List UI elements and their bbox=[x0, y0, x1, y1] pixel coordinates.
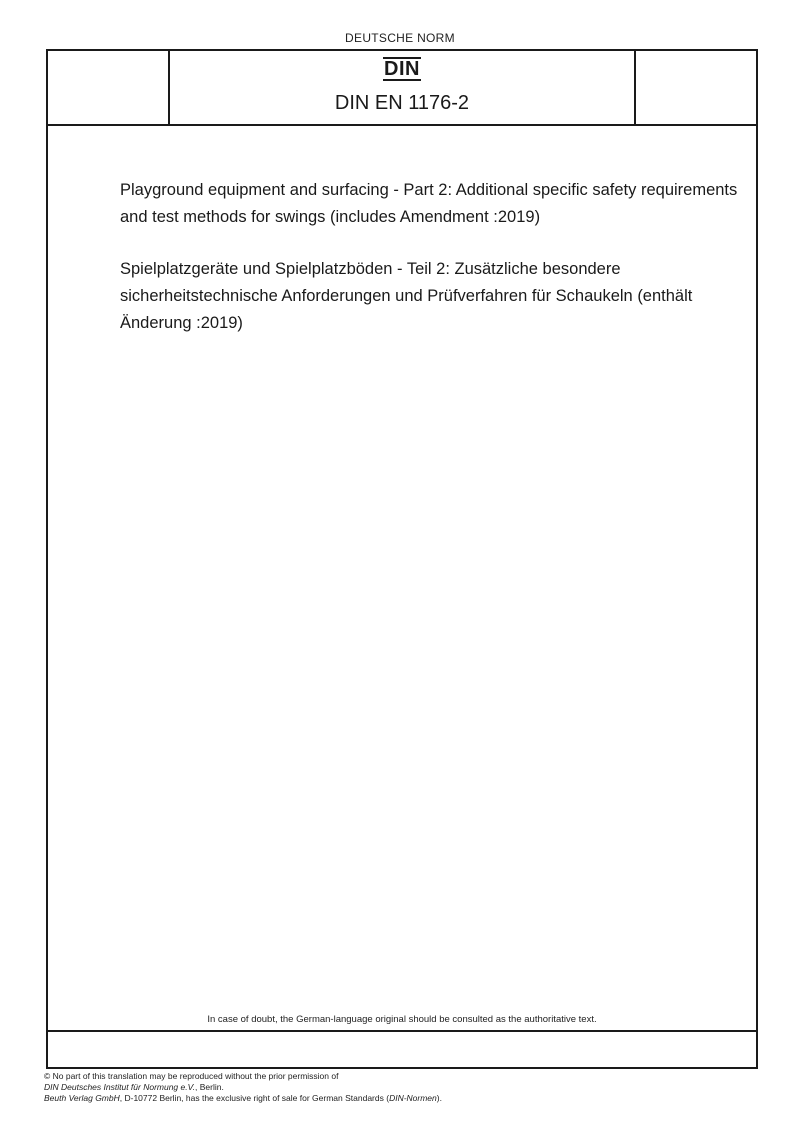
copyright-line-3-end: ). bbox=[436, 1093, 442, 1103]
copyright-line-1: © No part of this translation may be reproduced without the prior permission of bbox=[44, 1071, 339, 1081]
publisher-name: Beuth Verlag GmbH bbox=[44, 1093, 120, 1103]
authoritative-text-note: In case of doubt, the German-language original should be consulted as the authoritative text. bbox=[207, 1014, 597, 1025]
copyright-notice bbox=[44, 1071, 764, 1104]
institute-name: DIN Deutsches Institut für Normung e.V. bbox=[44, 1082, 196, 1092]
header-left-cell bbox=[48, 51, 170, 124]
copyright-line-3-rest: , D-10772 Berlin, has the exclusive right of sale for German Standards ( bbox=[119, 1093, 390, 1103]
document-number: DIN EN 1176-2 bbox=[334, 92, 470, 114]
din-normen-label: DIN-Normen bbox=[389, 1093, 437, 1103]
header-row bbox=[48, 51, 756, 126]
header-center-cell bbox=[170, 51, 634, 124]
footer-row bbox=[48, 1030, 756, 1069]
title-english: Playground equipment and surfacing - Part 2: Additional specific safety requirements and test methods for swings (includes Amendment :2019) bbox=[120, 181, 738, 226]
copyright-line-2 bbox=[44, 1082, 764, 1093]
din-logo-text: DIN bbox=[384, 58, 420, 80]
header-right-cell bbox=[634, 51, 758, 124]
standard-type-label: DEUTSCHE NORM bbox=[345, 31, 455, 45]
copyright-line-2-rest: , Berlin. bbox=[195, 1082, 224, 1092]
title-german: Spielplatzgeräte und Spielplatzböden - Teil 2: Zusätzliche besondere sicherheitstechnische Anforderungen und Prüfverfahren für Schaukeln (enthält Änderung :2019) bbox=[120, 260, 693, 332]
din-logo bbox=[170, 57, 634, 81]
document-frame bbox=[46, 49, 758, 1069]
copyright-line-3 bbox=[44, 1093, 764, 1104]
